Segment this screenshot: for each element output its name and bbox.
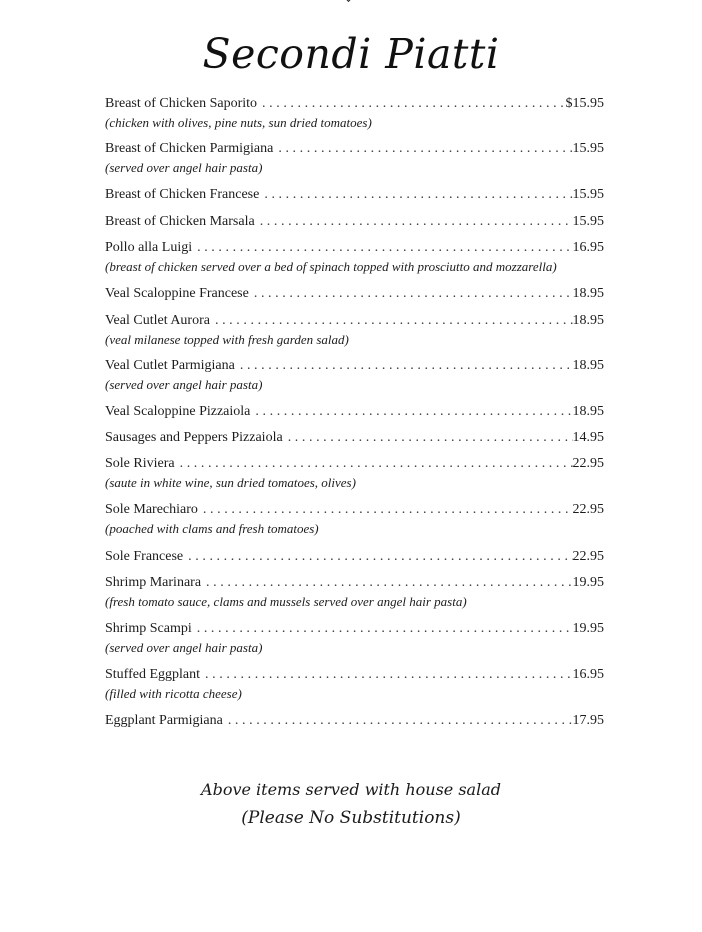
item-name: Breast of Chicken Parmigiana xyxy=(105,141,274,156)
item-description: (poached with clams and fresh tomatoes) xyxy=(105,521,319,536)
item-price: 22.95 xyxy=(572,549,604,564)
item-price: 18.95 xyxy=(572,404,604,419)
menu-item xyxy=(105,94,604,131)
item-name: Sole Marechiaro xyxy=(105,502,198,517)
leader-dots xyxy=(283,428,573,447)
menu-item xyxy=(105,238,604,275)
menu-item xyxy=(105,428,604,447)
menu-item xyxy=(105,402,604,421)
leader-dots xyxy=(259,185,572,204)
item-description: (saute in white wine, sun dried tomatoes, olives) xyxy=(105,475,356,490)
item-name: Eggplant Parmigiana xyxy=(105,713,223,728)
item-description: (fresh tomato sauce, clams and mussels served over angel hair pasta) xyxy=(105,594,467,609)
item-price: 15.95 xyxy=(572,141,604,156)
leader-dots xyxy=(257,94,565,113)
menu-item xyxy=(105,454,604,491)
leader-dots xyxy=(255,212,573,231)
item-description: (served over angel hair pasta) xyxy=(105,640,263,655)
leader-dots xyxy=(210,311,573,330)
leader-dots xyxy=(250,402,572,421)
menu-item xyxy=(105,711,604,730)
item-price: 15.95 xyxy=(572,214,604,229)
item-name: Breast of Chicken Marsala xyxy=(105,214,255,229)
item-price: 17.95 xyxy=(572,713,604,728)
item-price: 22.95 xyxy=(572,456,604,471)
leader-dots xyxy=(175,454,573,473)
menu-item xyxy=(105,665,604,702)
item-price: 19.95 xyxy=(572,575,604,590)
footer-disclaimer: (Please No Substitutions) xyxy=(241,808,461,828)
leader-dots xyxy=(235,356,573,375)
item-description: (chicken with olives, pine nuts, sun dried tomatoes) xyxy=(105,115,372,130)
leader-dots xyxy=(192,238,572,257)
page-title: Secondi Piatti xyxy=(202,30,500,78)
item-price: 18.95 xyxy=(572,313,604,328)
menu-item xyxy=(105,311,604,348)
item-description: (served over angel hair pasta) xyxy=(105,377,263,392)
menu-item xyxy=(105,185,604,204)
item-description: (veal milanese topped with fresh garden salad) xyxy=(105,332,349,347)
leader-dots xyxy=(249,284,573,303)
menu-item xyxy=(105,139,604,176)
item-price: 16.95 xyxy=(572,667,604,682)
item-price: 15.95 xyxy=(572,187,604,202)
menu-item xyxy=(105,284,604,303)
leader-dots xyxy=(200,665,572,684)
item-price: 14.95 xyxy=(572,430,604,445)
page-edge-mark xyxy=(345,0,352,2)
menu-item xyxy=(105,500,604,537)
item-price: 16.95 xyxy=(572,240,604,255)
item-name: Shrimp Scampi xyxy=(105,621,192,636)
item-name: Sole Riviera xyxy=(105,456,175,471)
menu-item xyxy=(105,619,604,656)
menu-item xyxy=(105,573,604,610)
item-name: Breast of Chicken Saporito xyxy=(105,96,258,111)
item-description: (served over angel hair pasta) xyxy=(105,160,263,175)
item-price: 19.95 xyxy=(572,621,604,636)
item-name: Veal Cutlet Parmigiana xyxy=(105,358,235,373)
item-name: Breast of Chicken Francese xyxy=(105,187,260,202)
footer-note: Above items served with house salad xyxy=(201,780,501,799)
menu-item xyxy=(105,212,604,231)
item-price: 22.95 xyxy=(572,502,604,517)
menu-item xyxy=(105,547,604,566)
item-price: 18.95 xyxy=(572,358,604,373)
leader-dots xyxy=(183,547,572,566)
leader-dots xyxy=(273,139,572,158)
item-name: Shrimp Marinara xyxy=(105,575,202,590)
item-name: Sole Francese xyxy=(105,549,184,564)
item-name: Sausages and Peppers Pizzaiola xyxy=(105,430,283,445)
item-name: Veal Scaloppine Pizzaiola xyxy=(105,404,251,419)
item-price: 18.95 xyxy=(572,286,604,301)
leader-dots xyxy=(198,500,573,519)
item-description: (filled with ricotta cheese) xyxy=(105,686,242,701)
item-description: (breast of chicken served over a bed of spinach topped with prosciutto and mozzarella) xyxy=(105,259,557,274)
item-name: Stuffed Eggplant xyxy=(105,667,201,682)
item-name: Veal Cutlet Aurora xyxy=(105,313,210,328)
item-name: Veal Scaloppine Francese xyxy=(105,286,249,301)
menu-item xyxy=(105,356,604,393)
leader-dots xyxy=(223,711,573,730)
item-name: Pollo alla Luigi xyxy=(105,240,193,255)
leader-dots xyxy=(192,619,573,638)
item-price: $15.95 xyxy=(565,96,604,111)
leader-dots xyxy=(201,573,572,592)
